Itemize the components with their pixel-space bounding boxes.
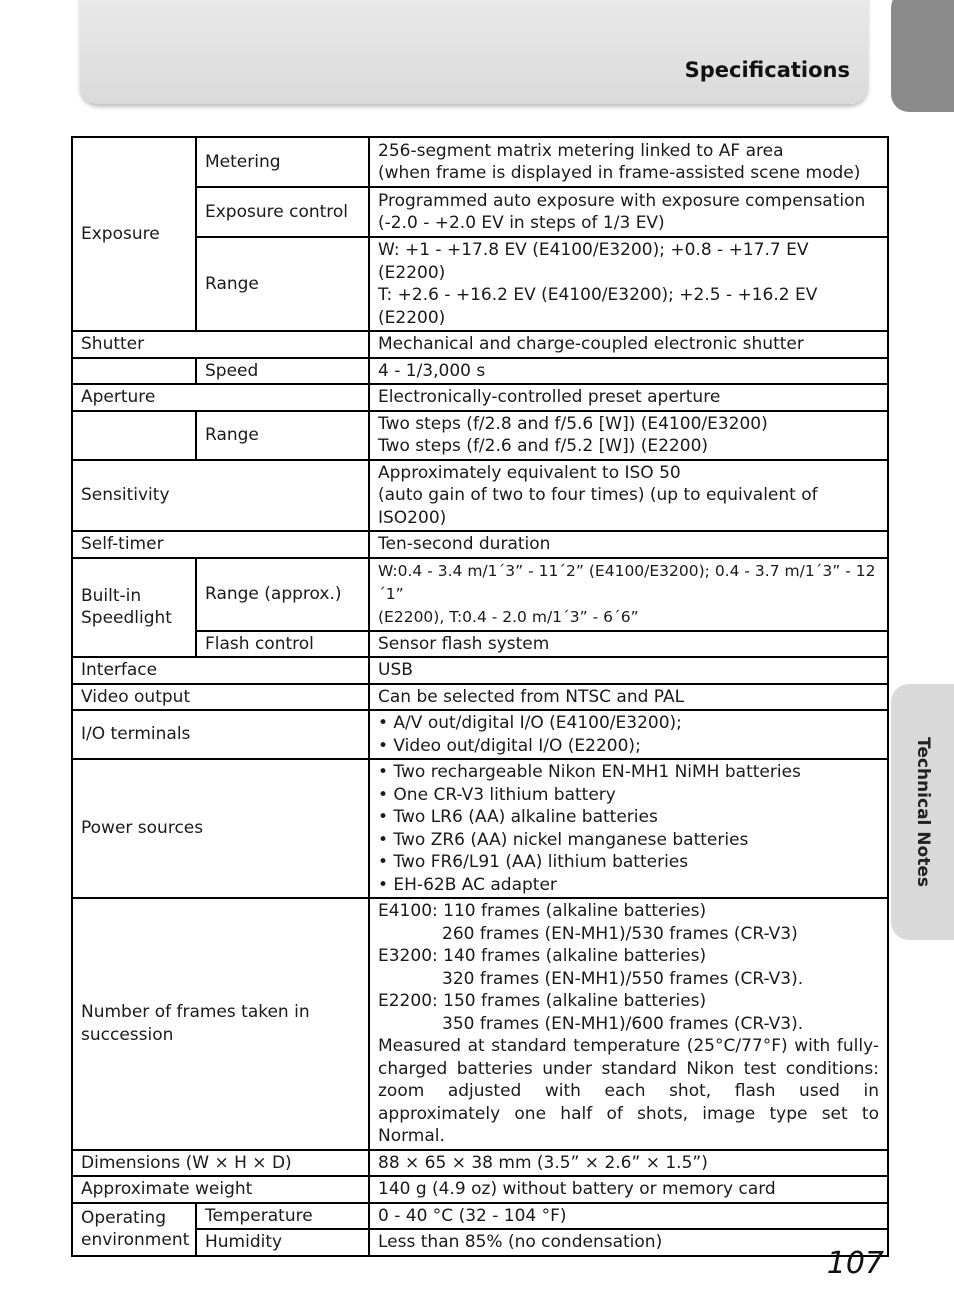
row-label-aperture: Aperture: [72, 384, 369, 411]
row-label-video-output: Video output: [72, 684, 369, 711]
value-line: 350 frames (EN-MH1)/600 frames (CR-V3).: [442, 1013, 804, 1034]
label-line: environment: [81, 1230, 190, 1250]
empty-cell: [72, 358, 196, 385]
row-label-weight: Approximate weight: [72, 1176, 369, 1203]
table-row: [72, 759, 888, 898]
value-line: 260 frames (EN-MH1)/530 frames (CR-V3): [442, 923, 798, 944]
page-number: 107: [826, 1246, 884, 1281]
value-sensitivity: [369, 460, 888, 532]
row-sublabel-temperature: Temperature: [196, 1203, 369, 1230]
value-line: T: +2.6 - +16.2 EV (E4100/E3200); +2.5 - +16.2 EV (E2200): [378, 285, 823, 328]
row-sublabel-exposure-range: Range: [196, 237, 369, 331]
table-row: [72, 558, 888, 631]
table-row: [72, 384, 888, 411]
table-row: [72, 358, 888, 385]
label-line: succession: [81, 1024, 174, 1045]
value-shutter-speed: 4 - 1/3,000 s: [369, 358, 888, 385]
value-line: Two steps (f/2.8 and f/5.6 [W]) (E4100/E3200): [378, 413, 768, 434]
label-line: Number of frames taken in: [81, 1002, 310, 1023]
table-row: [72, 1150, 888, 1177]
table-row: [72, 898, 888, 1150]
table-row: [72, 137, 888, 187]
row-label-io-terminals: I/O terminals: [72, 710, 369, 759]
row-label-operating: [72, 1203, 196, 1256]
value-line: • One CR-V3 lithium battery: [378, 784, 616, 805]
row-sublabel-metering: Metering: [196, 137, 369, 187]
value-interface: USB: [369, 657, 888, 684]
value-line: (-2.0 - +2.0 EV in steps of 1/3 EV): [378, 213, 665, 233]
row-sublabel-humidity: Humidity: [196, 1229, 369, 1256]
label-line: Speedlight: [81, 608, 172, 629]
value-aperture-range: [369, 411, 888, 460]
frames-note: Measured at standard temperature (25°C/77°F) with fully-charged batteries under standard Nikon test conditions: zoom adjusted with each shot, flash used in approximately one half of shots, image type set to Normal.: [378, 1036, 885, 1146]
label-line: Operating: [81, 1207, 166, 1228]
value-humidity: Less than 85% (no condensation): [369, 1229, 888, 1256]
value-line: • Two rechargeable Nikon EN-MH1 NiMH batteries: [378, 762, 801, 782]
specifications-table: [71, 136, 889, 1257]
value-self-timer: Ten-second duration: [369, 531, 888, 558]
row-label-frames: [72, 898, 369, 1150]
value-line: W: +1 - +17.8 EV (E4100/E3200); +0.8 - +17.7 EV (E2200): [378, 240, 814, 283]
value-exposure-control: [369, 187, 888, 237]
table-row: [72, 460, 888, 532]
row-sublabel-flash-control: Flash control: [196, 631, 369, 658]
table-row: [72, 531, 888, 558]
empty-cell: [72, 411, 196, 460]
value-line: • EH-62B AC adapter: [378, 874, 557, 895]
table-row: [72, 1203, 888, 1230]
section-tab-top: [891, 0, 954, 112]
row-label-sensitivity: Sensitivity: [72, 460, 369, 532]
value-line: (E2200), T:0.4 - 2.0 m/1´3” - 6´6”: [378, 607, 639, 626]
value-line: (auto gain of two to four times) (up to equivalent of ISO200): [378, 485, 824, 528]
table-row: [72, 331, 888, 358]
value-metering: [369, 137, 888, 187]
table-row: [72, 657, 888, 684]
value-shutter: Mechanical and charge-coupled electronic shutter: [369, 331, 888, 358]
row-label-exposure: Exposure: [72, 137, 196, 331]
row-label-shutter: Shutter: [72, 331, 369, 358]
page-title: Specifications: [684, 58, 850, 82]
row-sublabel-shutter-speed: Speed: [196, 358, 369, 385]
row-sublabel-aperture-range: Range: [196, 411, 369, 460]
value-aperture: Electronically-controlled preset aperture: [369, 384, 888, 411]
value-power-sources: [369, 759, 888, 898]
value-line: • Two ZR6 (AA) nickel manganese batteries: [378, 829, 749, 850]
value-line: • Video out/digital I/O (E2200);: [378, 735, 641, 756]
value-temperature: 0 - 40 °C (32 - 104 °F): [369, 1203, 888, 1230]
table-row: [72, 710, 888, 759]
value-flash-control: Sensor flash system: [369, 631, 888, 658]
value-video-output: Can be selected from NTSC and PAL: [369, 684, 888, 711]
value-line: E4100: 110 frames (alkaline batteries): [378, 901, 707, 921]
value-line: • A/V out/digital I/O (E4100/E3200);: [378, 713, 682, 733]
row-label-self-timer: Self-timer: [72, 531, 369, 558]
row-sublabel-exposure-control: Exposure control: [196, 187, 369, 237]
value-io-terminals: [369, 710, 888, 759]
label-line: Built-in: [81, 585, 142, 606]
table-row: [72, 684, 888, 711]
value-line: Approximately equivalent to ISO 50: [378, 462, 681, 483]
value-line: E2200: 150 frames (alkaline batteries): [378, 991, 707, 1011]
table-row: [72, 1176, 888, 1203]
row-label-dimensions: Dimensions (W × H × D): [72, 1150, 369, 1177]
table-row: [72, 411, 888, 460]
row-label-interface: Interface: [72, 657, 369, 684]
value-exposure-range: [369, 237, 888, 331]
value-weight: 140 g (4.9 oz) without battery or memory card: [369, 1176, 888, 1203]
header-panel: [80, 0, 868, 104]
section-tab-label: Technical Notes: [913, 737, 933, 887]
row-label-power-sources: Power sources: [72, 759, 369, 898]
value-dimensions: 88 × 65 × 38 mm (3.5” × 2.6” × 1.5”): [369, 1150, 888, 1177]
value-line: W:0.4 - 3.4 m/1´3” - 11´2” (E4100/E3200); 0.4 - 3.7 m/1´3” - 12´1”: [378, 561, 876, 603]
value-line: Two steps (f/2.6 and f/5.2 [W]) (E2200): [378, 436, 709, 456]
value-line: 320 frames (EN-MH1)/550 frames (CR-V3).: [442, 968, 804, 989]
value-line: Programmed auto exposure with exposure compensation: [378, 190, 866, 211]
value-line: (when frame is displayed in frame-assisted scene mode): [378, 163, 861, 183]
value-speedlight-range: [369, 558, 888, 631]
row-label-speedlight: [72, 558, 196, 658]
row-sublabel-speedlight-range: Range (approx.): [196, 558, 369, 631]
value-line: • Two FR6/L91 (AA) lithium batteries: [378, 852, 689, 872]
value-line: • Two LR6 (AA) alkaline batteries: [378, 807, 658, 827]
value-line: E3200: 140 frames (alkaline batteries): [378, 946, 707, 966]
value-line: 256-segment matrix metering linked to AF area: [378, 140, 784, 161]
value-frames: [369, 898, 888, 1150]
